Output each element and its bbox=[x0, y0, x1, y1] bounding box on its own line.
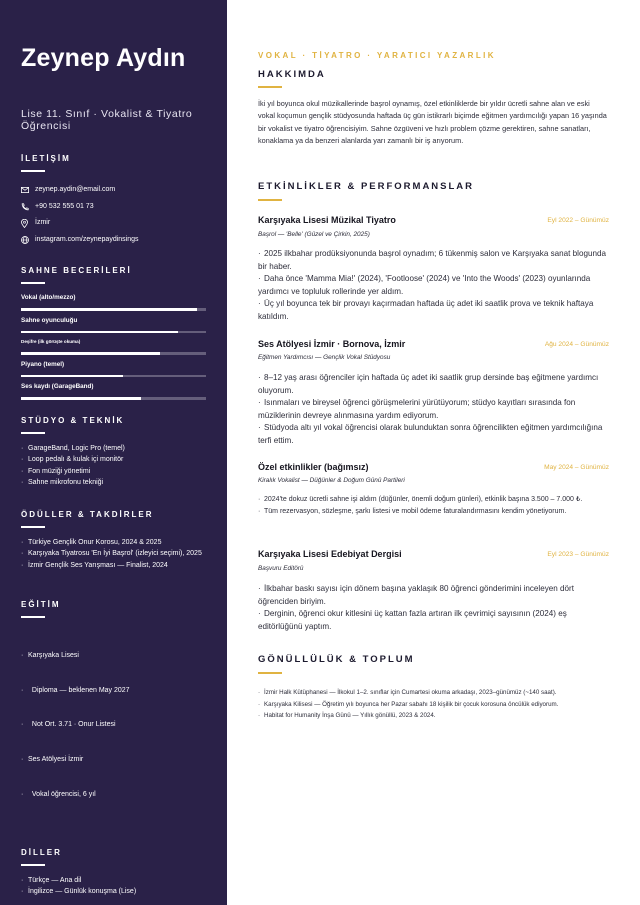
list-item: · Ses Atölyesi İzmir bbox=[21, 756, 84, 764]
skill-bar-fill bbox=[21, 397, 141, 400]
skills-heading-rule bbox=[21, 282, 45, 284]
mail-icon bbox=[21, 185, 33, 195]
list-item: · Derginin, öğrenci okur kitlesini üç kattan fazla artıran ilk çevrimiçi sayısının (2024) eş editörlüğünü yaptım. bbox=[258, 609, 567, 631]
contact-phone-text: +90 532 555 01 73 bbox=[35, 202, 94, 210]
activity-bullets bbox=[258, 494, 610, 518]
list-item: · Karşıyaka Kilisesi — Öğretim yılı boyunca her Pazar sabahı 18 kişilik bir çocuk korosuna öncülük ediyorum. bbox=[258, 700, 559, 708]
activity-title: Ses Atölyesi İzmir · Bornova, İzmir bbox=[258, 339, 406, 349]
skill-bar bbox=[21, 331, 206, 334]
skill-item bbox=[21, 383, 207, 400]
about-heading: HAKKIMDA bbox=[258, 69, 326, 80]
skill-item bbox=[21, 338, 207, 355]
activity-subtitle: Başvuru Editörü bbox=[258, 565, 304, 572]
activity-date: Eyl 2022 – Günümüz bbox=[547, 217, 609, 224]
list-item: · İzmir Gençlik Ses Yarışması — Finalist, 2024 bbox=[21, 562, 168, 570]
contact-item-email[interactable] bbox=[21, 182, 207, 199]
skill-bar bbox=[21, 397, 206, 400]
education-heading: EĞİTİM bbox=[21, 599, 61, 609]
list-item: · Stüdyoda altı yıl vokal öğrencisi olarak bulunduktan sonra öğrencilikten eğitmen yardımcılığına terfi ettim. bbox=[258, 423, 603, 445]
skill-bar bbox=[21, 352, 206, 355]
contact-item-website[interactable] bbox=[21, 232, 207, 249]
contact-website-text: instagram.com/zeynepaydinsings bbox=[35, 235, 139, 243]
volunteer-heading-rule bbox=[258, 672, 282, 674]
list-item: · Vokal öğrencisi, 6 yıl bbox=[21, 790, 96, 798]
resume-sidebar bbox=[0, 0, 227, 905]
activity-bullets bbox=[258, 248, 610, 323]
skill-bar bbox=[21, 375, 206, 378]
languages-heading: DİLLER bbox=[21, 847, 62, 857]
activity-bullets bbox=[258, 372, 610, 447]
languages-list bbox=[21, 875, 207, 898]
studio-heading: STÜDYO & TEKNİK bbox=[21, 415, 125, 425]
languages-heading-rule bbox=[21, 864, 45, 866]
list-item: · Karşıyaka Tiyatrosu 'En İyi Başrol' (izleyici seçimi), 2025 bbox=[21, 550, 202, 558]
skill-bar-fill bbox=[21, 352, 160, 355]
volunteer-heading: GÖNÜLLÜLÜK & TOPLUM bbox=[258, 654, 415, 665]
contact-heading: İLETİŞİM bbox=[21, 154, 71, 163]
list-item: · 8–12 yaş arası öğrenciler için haftada üç adet iki saatlik grup dersinde baş eğitmene yardımcı oluyorum. bbox=[258, 373, 599, 395]
activity-subtitle: Kiralık Vokalist — Düğünler & Doğum Günü Partileri bbox=[258, 477, 405, 484]
activity-title: Karşıyaka Lisesi Müzikal Tiyatro bbox=[258, 215, 396, 225]
education-list bbox=[21, 627, 207, 824]
contact-heading-rule bbox=[21, 170, 45, 172]
activity-title: Karşıyaka Lisesi Edebiyat Dergisi bbox=[258, 549, 402, 559]
skills-heading: SAHNE BECERİLERİ bbox=[21, 266, 132, 275]
list-item: · Türkçe — Ana dil bbox=[21, 876, 82, 884]
contact-list bbox=[21, 182, 207, 248]
activity-date: Ağu 2024 – Günümüz bbox=[544, 341, 609, 348]
education-heading-rule bbox=[21, 616, 45, 618]
location-pin-icon bbox=[21, 218, 33, 228]
contact-section bbox=[21, 154, 207, 248]
activity-subtitle: Başrol — 'Belle' (Güzel ve Çirkin, 2025) bbox=[258, 231, 370, 238]
awards-list bbox=[21, 537, 207, 572]
list-item: · Habitat for Humanity İnşa Günü — Yıllık gönüllü, 2023 & 2024. bbox=[258, 712, 436, 720]
skill-item bbox=[21, 317, 207, 334]
list-item: · 2025 ilkbahar prodüksiyonunda başrol oynadım; 6 tükenmiş salon ve Karşıyaka sanat blogunda bir haber. bbox=[258, 249, 606, 271]
activities-heading-rule bbox=[258, 199, 282, 201]
skill-item bbox=[21, 361, 207, 378]
skill-bar bbox=[21, 308, 206, 311]
list-item: · GarageBand, Logic Pro (temel) bbox=[21, 444, 125, 452]
list-item: · Isınmaları ve bireysel öğrenci görüşmelerini yürütüyorum; stüdyo kayıtları sırasında fon müziklerinin devreye alınmasına yardım ediyorum. bbox=[258, 398, 576, 420]
skill-label: Vokal (alto/mezzo) bbox=[21, 294, 76, 301]
activity-date: May 2024 – Günümüz bbox=[544, 464, 609, 471]
activity-subtitle: Eğitmen Yardımcısı — Gençlik Vokal Stüdyosu bbox=[258, 354, 391, 361]
list-item: · Not Ort. 3.71 · Onur Listesi bbox=[21, 721, 116, 729]
contact-item-location bbox=[21, 215, 207, 232]
activities-heading: ETKİNLİKLER & PERFORMANSLAR bbox=[258, 181, 475, 192]
awards-heading-rule bbox=[21, 526, 45, 528]
skill-bar-fill bbox=[21, 308, 197, 311]
awards-section bbox=[21, 510, 207, 572]
list-item: · Fon müziği yönetimi bbox=[21, 467, 91, 475]
list-item: · İzmir Halk Kütüphanesi — İlkokul 1–2. sınıflar için Cumartesi okuma arkadaşı, 2023–günümüz (~140 saat). bbox=[258, 689, 557, 696]
skill-item bbox=[21, 294, 207, 311]
skill-bar-fill bbox=[21, 331, 178, 334]
list-item: · Türkiye Gençlik Onur Korosu, 2024 & 2025 bbox=[21, 538, 162, 546]
list-item: · Loop pedalı & kulak içi monitör bbox=[21, 456, 124, 464]
list-item: · 2024'te dokuz ücretli sahne işi aldım (düğünler, önemli doğum günleri), etkinlik başına 3.500 – 7.000 ₺. bbox=[258, 496, 583, 503]
phone-icon bbox=[21, 202, 33, 212]
activity-bullets bbox=[258, 583, 610, 633]
list-item: · Karşıyaka Lisesi bbox=[21, 651, 79, 659]
list-item: · İngilizce — Günlük konuşma (Lise) bbox=[21, 888, 137, 896]
awards-heading: ÖDÜLLER & TAKDİRLER bbox=[21, 509, 154, 519]
contact-location-text: İzmir bbox=[35, 219, 51, 227]
about-text: İki yıl boyunca okul müzikallerinde başrol oynamış, özel etkinliklerde bir yıldır ücretli sahne alan ve eski vokal koçumun gençlik stüdyosunda haftada üç gün istikrarlı biçimde eğitmen yardımcılığı yapan 16 yaşında bir vokalist ve tiyatro öğrencisiyim. Sahne özgüveni ve hızlı problem çözme gerektiren, sahne sanatları, konaklama ya da benzeri alanlarda yarı zamanlı bir iş arıyorum. bbox=[258, 99, 607, 145]
skill-label: Ses kaydı (GarageBand) bbox=[21, 383, 94, 390]
candidate-name: Zeynep Aydın bbox=[21, 44, 186, 72]
skill-label: Deşifre (ilk görüşte okuma) bbox=[21, 339, 81, 344]
activity-date: Eyl 2023 – Günümüz bbox=[547, 551, 609, 558]
resume-main bbox=[227, 0, 640, 905]
education-section bbox=[21, 600, 207, 824]
languages-section bbox=[21, 848, 207, 898]
activity-title: Özel etkinlikler (bağımsız) bbox=[258, 462, 369, 472]
list-item: · Üç yıl boyunca tek bir provayı kaçırmadan haftada üç adet iki saatlik prova ve teknik haftaya katıldım. bbox=[258, 299, 594, 321]
candidate-subtitle: Lise 11. Sınıf · Vokalist & Tiyatro Öğrencisi bbox=[21, 108, 193, 132]
list-item: · İlkbahar baskı sayısı için dönem başına yaklaşık 80 öğrenci gönderimini inceleyen dört öğrenciden biriyim. bbox=[258, 584, 574, 606]
about-heading-rule bbox=[258, 86, 282, 88]
studio-list bbox=[21, 443, 207, 489]
skills-section bbox=[21, 266, 207, 400]
list-item: · Diploma — beklenen May 2027 bbox=[21, 686, 130, 694]
skill-label: Piyano (temel) bbox=[21, 360, 65, 368]
list-item: · Daha önce 'Mamma Mia!' (2024), 'Footloose' (2024) ve 'Into the Woods' (2023) oyunlarında yardımcı ve topluluk rollerinde yer aldım. bbox=[258, 274, 591, 296]
skill-bar-fill bbox=[21, 375, 123, 378]
globe-icon bbox=[21, 235, 33, 245]
list-item: · Sahne mikrofonu tekniği bbox=[21, 479, 104, 487]
studio-section bbox=[21, 416, 207, 489]
studio-heading-rule bbox=[21, 432, 45, 434]
contact-item-phone[interactable] bbox=[21, 199, 207, 216]
tagline: VOKAL · TİYATRO · YARATICI YAZARLIK bbox=[258, 51, 496, 60]
skill-label: Sahne oyunculuğu bbox=[21, 316, 78, 324]
volunteer-list bbox=[258, 687, 618, 722]
contact-email-text: zeynep.aydin@email.com bbox=[35, 186, 116, 194]
list-item: · Tüm rezervasyon, sözleşme, şarkı listesi ve mobil ödeme faturalandırmasını kendim yönetiyorum. bbox=[258, 508, 567, 516]
